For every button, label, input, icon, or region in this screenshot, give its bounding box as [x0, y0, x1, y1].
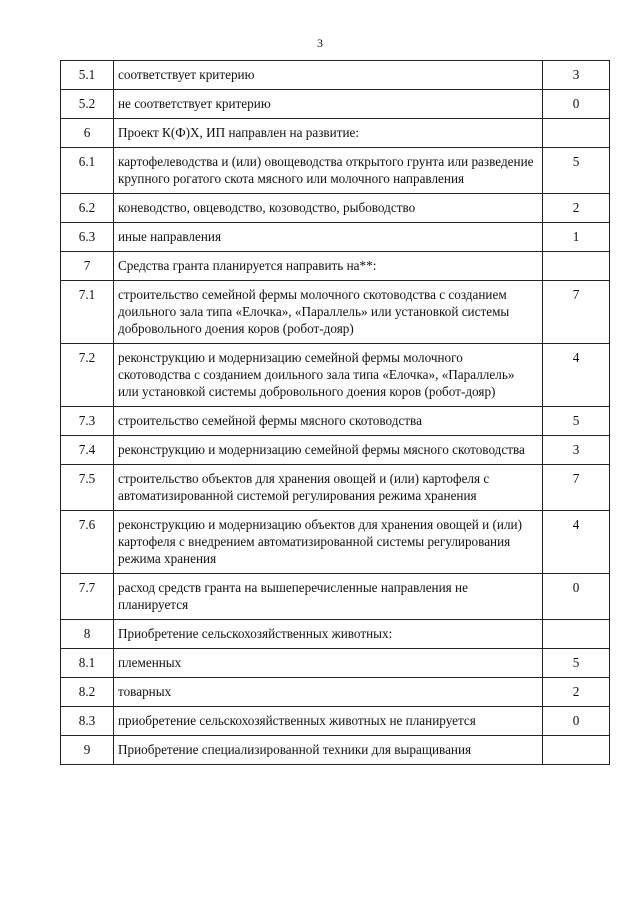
row-number: 5.2 [61, 90, 114, 119]
row-score: 4 [543, 511, 610, 574]
table-row [61, 574, 610, 620]
table-row [61, 620, 610, 649]
row-number: 7.7 [61, 574, 114, 620]
row-number: 9 [61, 736, 114, 765]
row-number: 7.1 [61, 281, 114, 344]
row-number: 8 [61, 620, 114, 649]
row-score: 2 [543, 194, 610, 223]
row-score: 7 [543, 281, 610, 344]
row-score: 2 [543, 678, 610, 707]
row-criterion-text: не соответствует критерию [114, 90, 543, 119]
table-row [61, 344, 610, 407]
row-number: 6.3 [61, 223, 114, 252]
row-number: 6.1 [61, 148, 114, 194]
row-score: 5 [543, 148, 610, 194]
table-row [61, 223, 610, 252]
row-number: 7.5 [61, 465, 114, 511]
row-score: 0 [543, 707, 610, 736]
row-criterion-text: реконструкцию и модернизацию семейной фермы мясного скотоводства [114, 436, 543, 465]
table-row [61, 407, 610, 436]
row-criterion-text: Приобретение сельскохозяйственных животных: [114, 620, 543, 649]
row-number: 5.1 [61, 61, 114, 90]
row-criterion-text: Приобретение специализированной техники для выращивания [114, 736, 543, 765]
row-score: 0 [543, 574, 610, 620]
row-criterion-text: строительство объектов для хранения овощей и (или) картофеля с автоматизированной системой регулирования режима хранения [114, 465, 543, 511]
row-criterion-text: племенных [114, 649, 543, 678]
row-number: 7.4 [61, 436, 114, 465]
table-row [61, 90, 610, 119]
row-number: 6 [61, 119, 114, 148]
row-score [543, 736, 610, 765]
table-row [61, 678, 610, 707]
row-criterion-text: товарных [114, 678, 543, 707]
row-criterion-text: коневодство, овцеводство, козоводство, рыбоводство [114, 194, 543, 223]
row-criterion-text: реконструкцию и модернизацию семейной фермы молочного скотоводства с созданием доильного зала типа «Елочка», «Параллель» или установкой системы добровольного доения коров (робот-дояр) [114, 344, 543, 407]
row-number: 7.6 [61, 511, 114, 574]
table-row [61, 736, 610, 765]
row-score: 5 [543, 649, 610, 678]
row-score [543, 620, 610, 649]
row-score: 3 [543, 436, 610, 465]
table-row [61, 194, 610, 223]
row-score: 0 [543, 90, 610, 119]
row-criterion-text: реконструкцию и модернизацию объектов для хранения овощей и (или) картофеля с внедрением автоматизированной системы регулирования режима хранения [114, 511, 543, 574]
page-number: 3 [317, 36, 323, 50]
row-criterion-text: картофелеводства и (или) овощеводства открытого грунта или разведение крупного рогатого скота мясного или молочного направления [114, 148, 543, 194]
table-row [61, 252, 610, 281]
row-number: 7 [61, 252, 114, 281]
table-row [61, 281, 610, 344]
row-number: 8.1 [61, 649, 114, 678]
table-row [61, 61, 610, 90]
criteria-table-body [61, 61, 610, 765]
row-criterion-text: соответствует критерию [114, 61, 543, 90]
table-row [61, 511, 610, 574]
row-criterion-text: иные направления [114, 223, 543, 252]
table-row [61, 436, 610, 465]
row-number: 8.3 [61, 707, 114, 736]
row-score: 5 [543, 407, 610, 436]
table-row [61, 148, 610, 194]
row-criterion-text: расход средств гранта на вышеперечисленные направления не планируется [114, 574, 543, 620]
row-number: 7.3 [61, 407, 114, 436]
row-number: 6.2 [61, 194, 114, 223]
row-criterion-text: строительство семейной фермы мясного скотоводства [114, 407, 543, 436]
row-number: 7.2 [61, 344, 114, 407]
row-number: 8.2 [61, 678, 114, 707]
row-score: 3 [543, 61, 610, 90]
row-criterion-text: Проект К(Ф)Х, ИП направлен на развитие: [114, 119, 543, 148]
row-score: 4 [543, 344, 610, 407]
table-row [61, 465, 610, 511]
row-score: 7 [543, 465, 610, 511]
table-row [61, 119, 610, 148]
row-criterion-text: строительство семейной фермы молочного скотоводства с созданием доильного зала типа «Елочка», «Параллель» или установкой системы добровольного доения коров (робот-дояр) [114, 281, 543, 344]
criteria-table [60, 60, 610, 765]
row-score: 1 [543, 223, 610, 252]
row-score [543, 119, 610, 148]
row-criterion-text: Средства гранта планируется направить на**: [114, 252, 543, 281]
table-row [61, 649, 610, 678]
table-row [61, 707, 610, 736]
row-criterion-text: приобретение сельскохозяйственных животных не планируется [114, 707, 543, 736]
row-score [543, 252, 610, 281]
